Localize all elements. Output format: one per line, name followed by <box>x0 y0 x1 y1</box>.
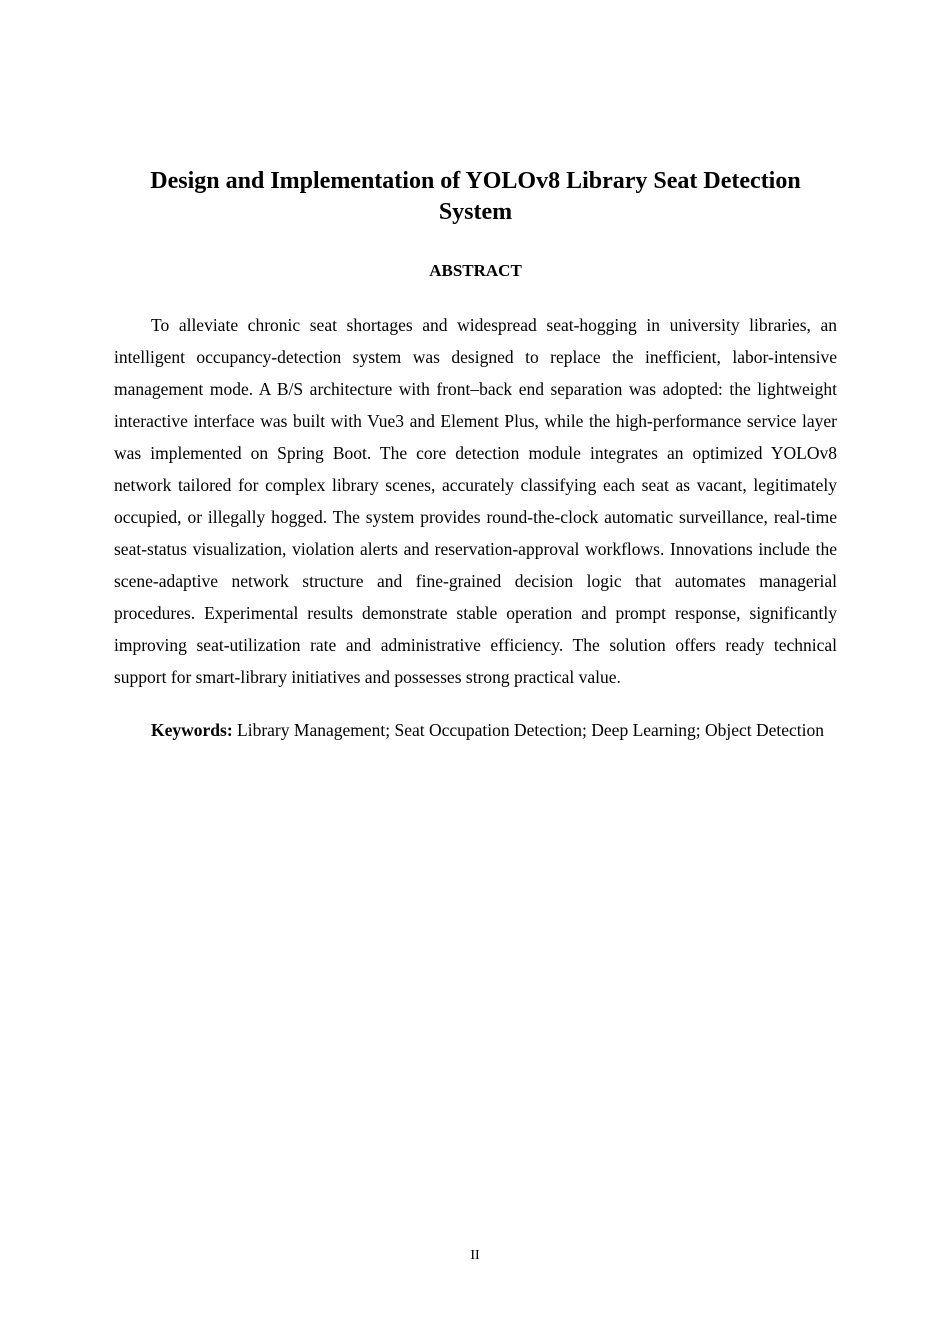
page-number: II <box>470 1248 480 1263</box>
paper-title: Design and Implementation of YOLOv8 Library Seat Detection System <box>150 168 801 225</box>
keywords-text: Library Management; Seat Occupation Detection; Deep Learning; Object Detection <box>237 720 825 740</box>
abstract-paragraph: To alleviate chronic seat shortages and widespread seat-hogging in university libraries, an intelligent occupancy-detection system was designed to replace the inefficient, labor-intensive management mode. A B/S architecture with front–back end separation was adopted: the lightweight interactive interface was built with Vue3 and Element Plus, while the high-performance service layer was implemented on Spring Boot. The core detection module integrates an optimized YOLOv8 network tailored for complex library scenes, accurately classifying each seat as vacant, legitimately occupied, or illegally hogged. The system provides round-the-clock automatic surveillance, real-time seat-status visualization, violation alerts and reservation-approval workflows. Innovations include the scene-adaptive network structure and fine-grained decision logic that automates managerial procedures. Experimental results demonstrate stable operation and prompt response, significantly improving seat-utilization rate and administrative efficiency. The solution offers ready technical support for smart-library initiatives and possesses strong practical value. <box>114 315 837 687</box>
abstract-heading: ABSTRACT <box>429 261 522 280</box>
keywords-paragraph <box>114 714 837 746</box>
keywords-label: Keywords: <box>151 720 233 740</box>
page-content <box>114 166 837 746</box>
